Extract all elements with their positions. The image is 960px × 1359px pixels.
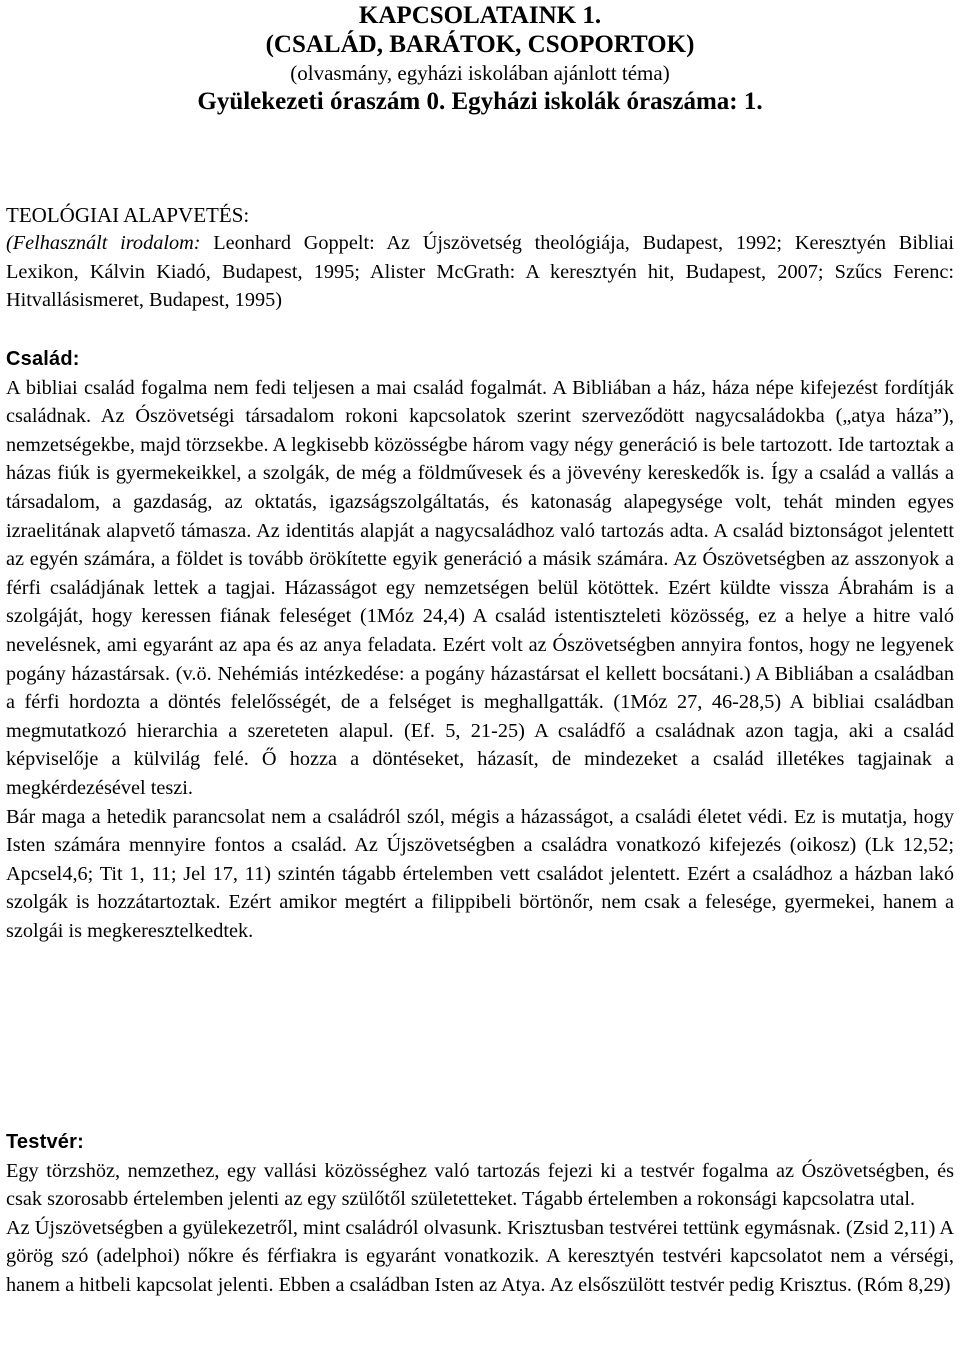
family-paragraph: Bár maga a hetedik parancsolat nem a családról szól, mégis a házasságot, a családi életet védi. Ez is mutatja, hogy Isten számára mennyire fontos a család. Az Újszövetségben a családra vonatkozó kifejezés (oikosz) (Lk 12,52; Apcsel4,6; Tit 1, 11; Jel 17, 11) szintén tágabb értelemben vett családot jelentett. Ezért a családhoz a házban lakó szolgák is hozzátartoztak. Ezért amikor megtért a filippibeli börtönőr, nem csak a felesége, gyermekei, hanem a szolgái is megkeresztelkedtek.: [6, 805, 954, 942]
document-title-line-1: KAPCSOLATAINK 1.: [358, 2, 602, 29]
document-subtitle: (olvasmány, egyházi iskolában ajánlott téma): [290, 61, 670, 85]
literature-reference: [6, 229, 954, 315]
family-paragraph: A bibliai család fogalma nem fedi teljesen a mai család fogalmát. A Bibliában a ház, háza népe kifejezést fordítják családnak. Az Ószövetségi társadalom rokoni kapcsolatok szerint szerveződött nagycsaládokba („atya háza”), nemzetségekbe, majd törzsekbe. A legkisebb közösségbe három vagy négy generáció is bele tartozott. Ide tartoztak a házas fiúk is gyermekeikkel, a szolgák, de még a földművesek és a jövevény kereskedők is. Így a család a vallás a társadalom, a gazdaság, az oktatás, igazságszolgáltatás, és katonaság alapegysége volt, tehát minden egyes izraelitának alapvető támasza. Az identitás alapját a nagycsaládhoz való tartozás adta. A család biztonságot jelentett az egyén számára, a földet is tovább örökítette egyik generáció a másik számára. Az Ószövetségben az asszonyok a férfi családjának lettek a tagjai. Házasságot egy nemzetségen belül kötöttek. Ezért küldte vissza Ábrahám is a szolgáját, hogy keressen fiának feleséget (1Móz 24,4) A család istentiszteleti közösség, ez a helye a hitre való nevelésnek, ami egyaránt az apa és az anya feladata. Ezért volt az Ószövetségben annyira fontos, hogy ne legyenek pogány házastársak. (v.ö. Nehémiás intézkedése: a pogány házastársat el kellett bocsátani.) A Bibliában a családban a férfi hordozta a döntés felelősségét, de a felséget is meghallgatták. (1Móz 27, 46-28,5) A bibliai családban megmutatkozó hierarchia a szereteten alapul. (Ef. 5, 21-25) A családfő a családnak azon tagja, aki a család képviselője a külvilág felé. Ő hozza a döntéseket, házasít, de mindezeket a család illetékes tagjainak a megkérdezésével teszi.: [6, 376, 954, 799]
sibling-section: [6, 1128, 954, 1300]
family-section: [6, 345, 954, 945]
sibling-section-title: Testvér:: [6, 1131, 84, 1153]
literature-reference-label: (Felhasznált irodalom:: [6, 232, 201, 254]
sibling-paragraph: Egy törzshöz, nemzethez, egy vallási közösséghez való tartozás fejezi ki a testvér fogalma az Ószövetségben, és csak szorosabb értelemben jelenti az egy szülőtől születetteket. Tágabb értelemben a rokonsági kapcsolatra utal.: [6, 1159, 954, 1211]
document-header: [0, 0, 960, 116]
family-section-title: Család:: [6, 348, 80, 370]
literature-reference-text: Leonhard Goppelt: Az Újszövetség theológiája, Budapest, 1992; Keresztyén Bibliai Lexikon, Kálvin Kiadó, Budapest, 1995; Alister McGrath: A keresztyén hit, Budapest, 2007; Szűcs Ferenc: Hitvallásismeret, Budapest, 1995): [6, 232, 954, 312]
lesson-hours: Gyülekezeti óraszám 0. Egyházi iskolák óraszáma: 1.: [197, 88, 763, 115]
theology-section: [6, 201, 954, 315]
document-title-line-2: (CSALÁD, BARÁTOK, CSOPORTOK): [265, 31, 695, 58]
sibling-paragraph: Az Újszövetségben a gyülekezetről, mint családról olvasunk. Krisztusban testvérei tettünk egymásnak. (Zsid 2,11) A görög szó (adelphoi) nőkre és férfiakra is egyaránt vonatkozik. A keresztyén testvéri kapcsolatot nem a vérségi, hanem a hitbeli kapcsolat jelenti. Ebben a családban Isten az Atya. Az elsőszülött testvér pedig Krisztus. (Róm 8,29): [6, 1216, 954, 1296]
theology-title: TEOLÓGIAI ALAPVETÉS:: [6, 203, 250, 227]
